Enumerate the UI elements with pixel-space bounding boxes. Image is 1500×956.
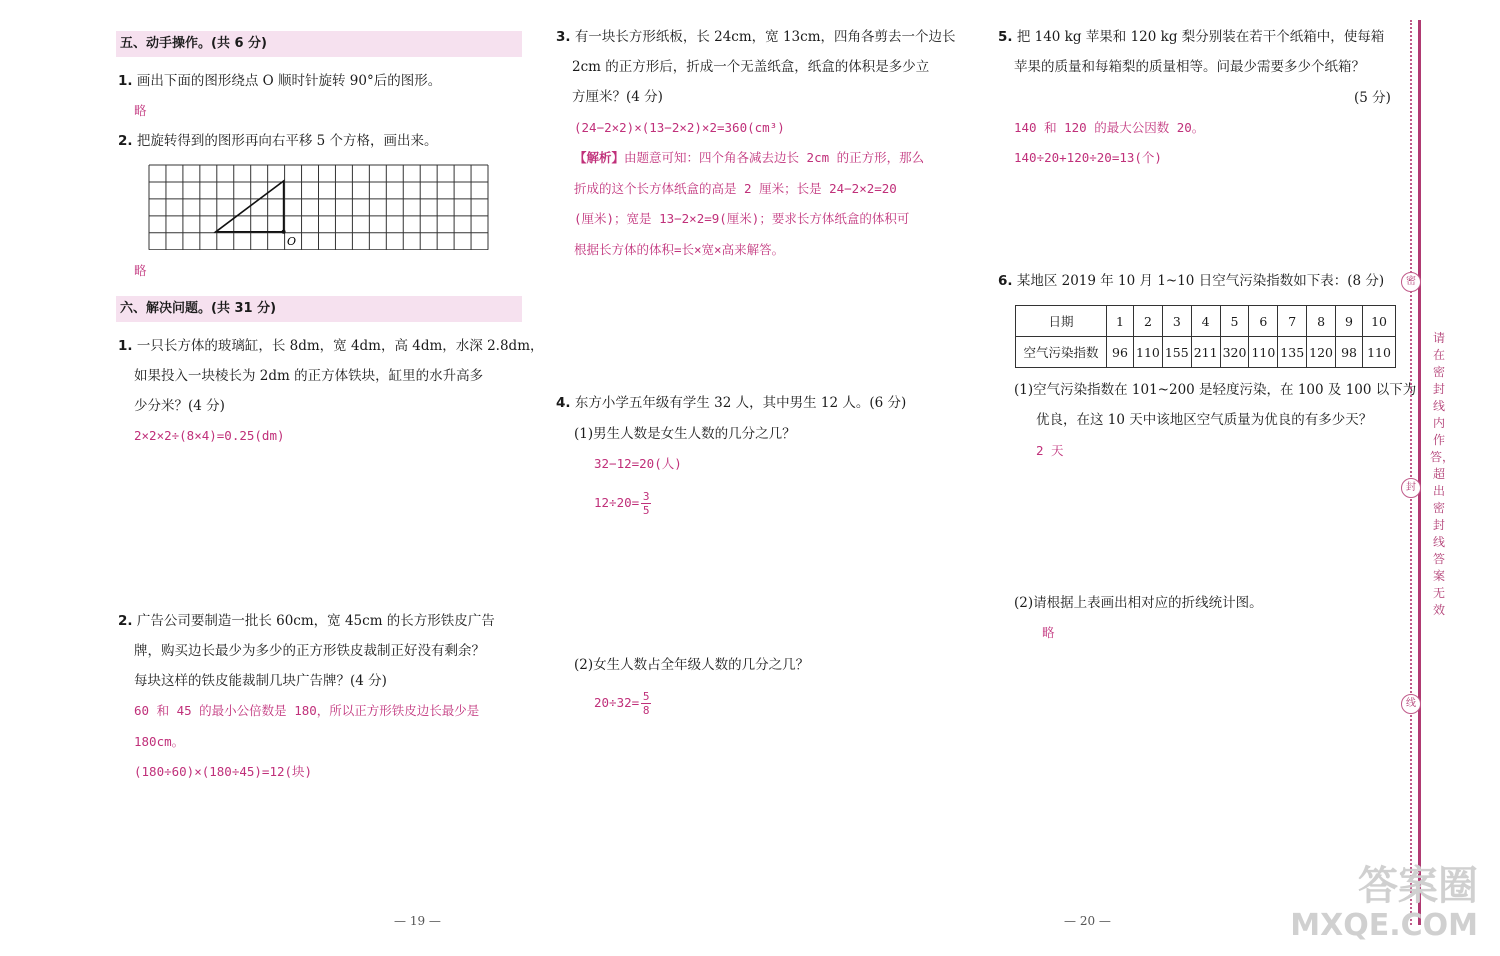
table-header-date: 日期 — [1016, 306, 1107, 337]
question-6-2 — [118, 606, 495, 696]
page-number-right: — 20 — — [1064, 914, 1111, 928]
table-cell-day: 10 — [1363, 306, 1396, 337]
table-header-index: 空气污染指数 — [1016, 337, 1107, 368]
page-number-left: — 19 — — [394, 914, 441, 928]
table-cell-day: 2 — [1134, 306, 1163, 337]
fraction — [641, 490, 651, 517]
table-cell-day: 3 — [1162, 306, 1191, 337]
table-row — [1016, 306, 1396, 337]
question-number: 6. — [998, 273, 1013, 289]
question-4-sub-1: (1)男生人数是女生人数的几分之几？ — [574, 426, 796, 442]
table-cell-value: 135 — [1278, 337, 1307, 368]
table-row — [1016, 337, 1396, 368]
table-cell-day: 5 — [1220, 306, 1249, 337]
question-number: 4. — [556, 395, 571, 411]
analysis-line-3: (厘米)；宽是 13−2×2=9(厘米)；要求长方体纸盒的体积可 — [574, 211, 910, 226]
question-6-sub-1 — [1014, 375, 1416, 435]
seal-mark: 线 — [1401, 694, 1421, 714]
triangle-shape — [216, 181, 284, 232]
question-number: 2. — [118, 613, 133, 629]
rotation-grid — [148, 164, 500, 250]
table-cell-value: 211 — [1191, 337, 1220, 368]
answer-6-2-line-3: (180÷60)×(180÷45)=12(块) — [134, 764, 313, 779]
question-5-1 — [118, 66, 441, 96]
answer-expression: 12÷20= — [594, 495, 640, 510]
answer-6-1: 2×2×2÷(8×4)=0.25(dm) — [134, 428, 285, 443]
answer-5-1: 略 — [134, 103, 147, 118]
question-line: 2cm 的正方形后，折成一个无盖纸盒，纸盒的体积是多少立 — [572, 59, 930, 75]
point-o — [282, 230, 286, 234]
question-6 — [998, 266, 1384, 296]
watermark-line-1: 答案圈 — [1358, 863, 1478, 909]
side-note-text: 请在密封线内作答，超出密封线答案无效 — [1430, 331, 1455, 617]
question-line: 优良，在这 10 天中该地区空气质量为优良的有多少天？ — [1036, 412, 1373, 428]
question-5-2 — [118, 126, 438, 156]
seal-mark: 密 — [1401, 272, 1421, 292]
side-note — [1430, 330, 1455, 619]
question-3 — [556, 22, 956, 112]
table-cell-value: 96 — [1107, 337, 1134, 368]
question-6-1 — [118, 331, 544, 421]
answer-6-2-line-1: 60 和 45 的最小公倍数是 180，所以正方形铁皮边长最少是 — [134, 703, 480, 718]
answer-5-line-2: 140÷20+120÷20=13(个) — [1014, 150, 1162, 165]
table-cell-value: 120 — [1307, 337, 1336, 368]
analysis-line-1 — [574, 143, 924, 173]
answer-4-1-step-2 — [594, 488, 651, 518]
table-cell-value: 155 — [1162, 337, 1191, 368]
answer-5-2: 略 — [134, 263, 147, 278]
question-text: 把旋转得到的图形再向右平移 5 个方格，画出来。 — [136, 133, 438, 149]
table-cell-day: 1 — [1107, 306, 1134, 337]
section-5-heading: 五、动手操作。(共 6 分) — [116, 31, 522, 57]
point-o-label: O — [287, 235, 297, 248]
seal-mark: 封 — [1401, 478, 1421, 498]
question-4-sub-2: (2)女生人数占全年级人数的几分之几？ — [574, 657, 810, 673]
question-number: 3. — [556, 29, 571, 45]
question-5 — [998, 22, 1384, 82]
answer-4-2 — [594, 688, 651, 718]
question-text: 某地区 2019 年 10 月 1~10 日空气污染指数如下表：(8 分) — [1016, 273, 1385, 289]
question-line: 一只长方体的玻璃缸，长 8dm，宽 4dm，高 4dm，水深 2.8dm， — [136, 338, 544, 354]
watermark-logo — [1290, 863, 1478, 946]
question-4 — [556, 388, 906, 418]
question-line: 如果投入一块棱长为 2dm 的正方体铁块，缸里的水升高多 — [134, 368, 484, 384]
answer-6-sub-1: 2 天 — [1036, 443, 1064, 458]
numerator: 3 — [642, 490, 650, 503]
table-cell-value: 110 — [1134, 337, 1163, 368]
analysis-tag: 【解析】 — [574, 150, 625, 165]
answer-6-2-line-2: 180cm。 — [134, 734, 185, 749]
analysis-line-2: 折成的这个长方体纸盒的高是 2 厘米；长是 24−2×2=20 — [574, 181, 897, 196]
question-line: 把 140 kg 苹果和 120 kg 梨分别装在若干个纸箱中，使每箱 — [1016, 29, 1385, 45]
table-cell-value: 110 — [1249, 337, 1278, 368]
question-text: 东方小学五年级有学生 32 人，其中男生 12 人。(6 分) — [574, 395, 907, 411]
question-number: 2. — [118, 133, 133, 149]
question-line: 牌，购买边长最少为多少的正方形铁皮裁制正好没有剩余？ — [134, 643, 485, 659]
question-line: 每块这样的铁皮能裁制几块广告牌？(4 分) — [134, 673, 387, 689]
question-5-score: (5 分) — [1354, 90, 1391, 106]
question-6-sub-2: (2)请根据上表画出相对应的折线统计图。 — [1014, 595, 1263, 611]
answer-6-sub-2: 略 — [1042, 625, 1055, 640]
question-line: 少分米？(4 分) — [134, 398, 225, 414]
table-cell-day: 7 — [1278, 306, 1307, 337]
table-cell-value: 320 — [1220, 337, 1249, 368]
question-line: 有一块长方形纸板，长 24cm，宽 13cm，四角各剪去一个边长 — [574, 29, 956, 45]
answer-4-1-step-1: 32−12=20(人) — [594, 456, 682, 471]
watermark-line-2: MXQE.COM — [1290, 908, 1478, 943]
answer-expression: 20÷32= — [594, 695, 640, 710]
pollution-table — [1015, 305, 1396, 368]
question-line: 苹果的质量和每箱梨的质量相等。问最少需要多少个纸箱？ — [1014, 59, 1365, 75]
answer-3: (24−2×2)×(13−2×2)×2=360(cm³) — [574, 120, 785, 135]
section-6-heading: 六、解决问题。(共 31 分) — [116, 296, 522, 322]
question-number: 5. — [998, 29, 1013, 45]
table-cell-value: 98 — [1336, 337, 1363, 368]
answer-5-line-1: 140 和 120 的最大公因数 20。 — [1014, 120, 1205, 135]
question-number: 1. — [118, 338, 133, 354]
table-cell-day: 9 — [1336, 306, 1363, 337]
denominator: 5 — [642, 504, 650, 517]
question-text: 画出下面的图形绕点 O 顺时针旋转 90°后的图形。 — [136, 73, 442, 89]
question-line: 广告公司要制造一批长 60cm，宽 45cm 的长方形铁皮广告 — [136, 613, 495, 629]
question-line: 方厘米？(4 分) — [572, 89, 663, 105]
table-cell-day: 4 — [1191, 306, 1220, 337]
question-line: (1)空气污染指数在 101~200 是轻度污染，在 100 及 100 以下为 — [1014, 382, 1417, 398]
fraction — [641, 690, 651, 717]
analysis-text: 由题意可知：四个角各减去边长 2cm 的正方形，那么 — [624, 150, 925, 165]
table-cell-value: 110 — [1363, 337, 1396, 368]
denominator: 8 — [642, 704, 650, 717]
table-cell-day: 6 — [1249, 306, 1278, 337]
numerator: 5 — [642, 690, 650, 703]
binding-dotted-line — [1410, 20, 1413, 925]
analysis-line-4: 根据长方体的体积=长×宽×高来解答。 — [574, 242, 785, 257]
table-cell-day: 8 — [1307, 306, 1336, 337]
binding-solid-line — [1418, 20, 1421, 925]
question-number: 1. — [118, 73, 133, 89]
